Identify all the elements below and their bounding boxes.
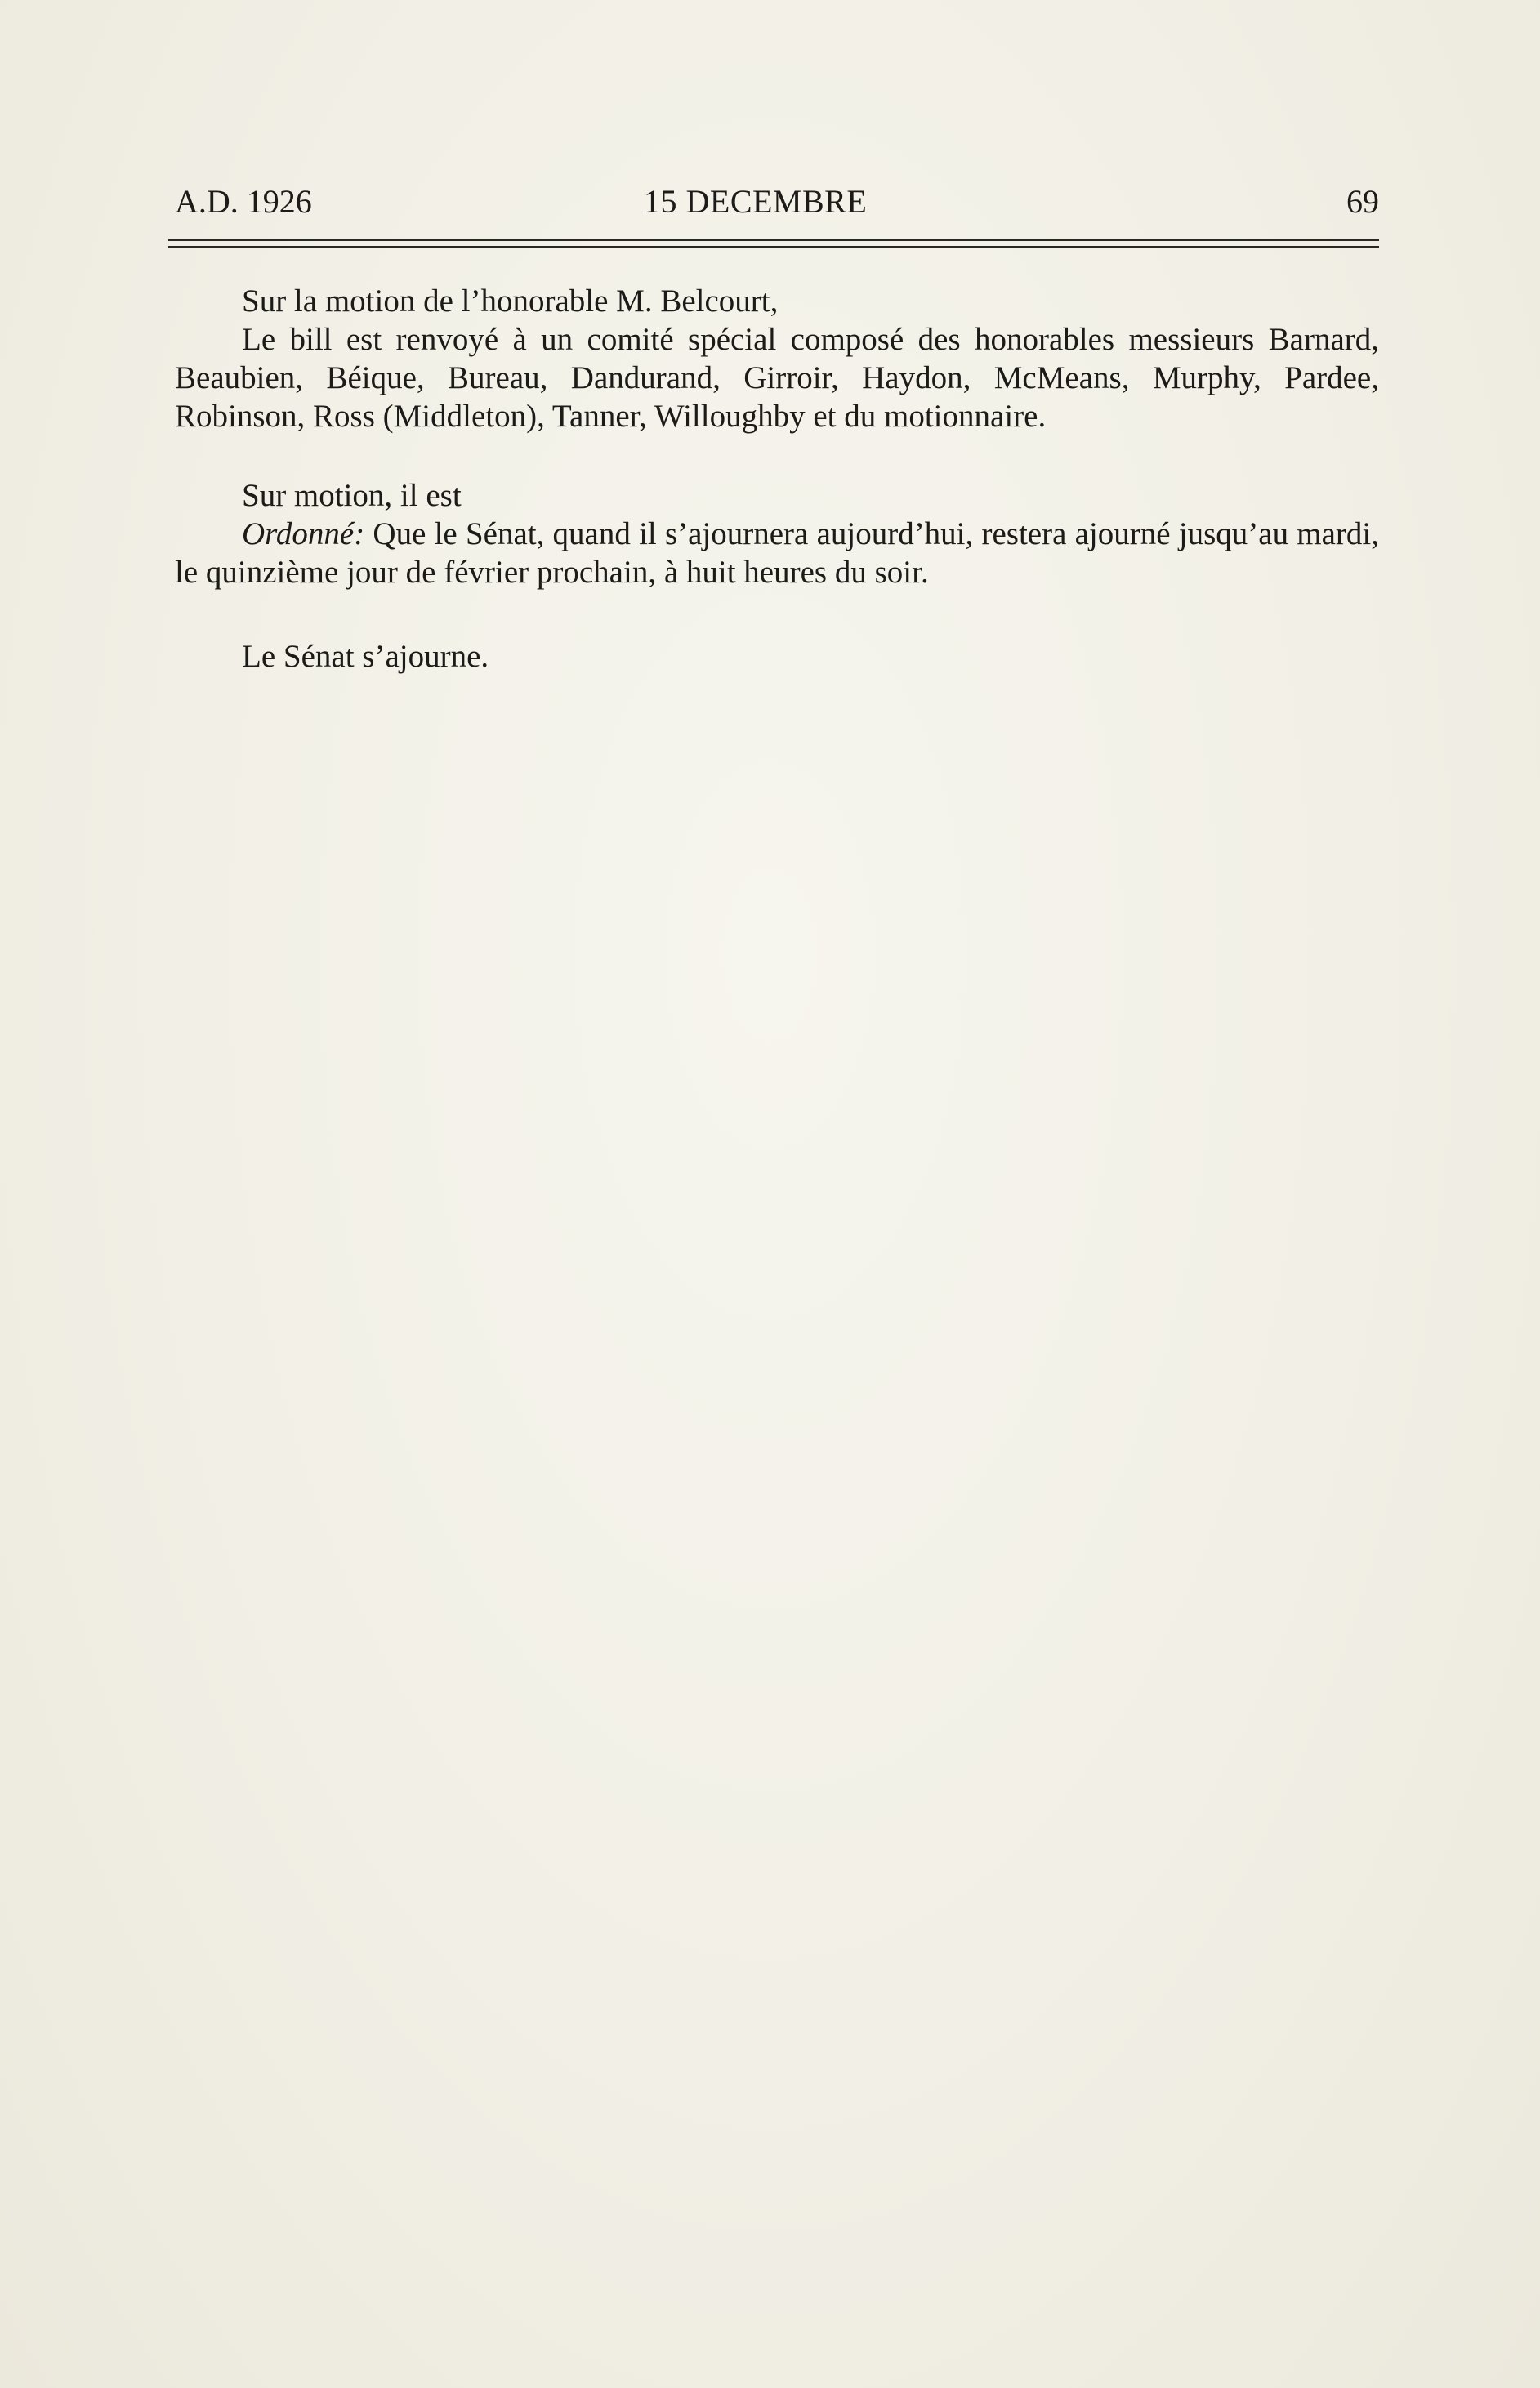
motion-paragraph: Sur la motion de l’honorable M. Belcourt,	[242, 283, 779, 319]
committee-paragraph: Le bill est renvoyé à un comité spécial composé des honorables messieurs Barnard, Beaubien, Béique, Bureau, Dandurand, Girroir, Haydon, McMeans, Murphy, Pardee, Robinson, Ross (Middleton), Tanner, Willoughby et du motionnaire.	[175, 322, 1379, 434]
order-paragraph	[175, 515, 1379, 591]
body-text	[175, 282, 1379, 676]
page-number: 69	[1346, 183, 1379, 220]
motion-intro-paragraph: Sur motion, il est	[242, 478, 462, 513]
order-label: Ordonné:	[242, 516, 365, 551]
running-head	[175, 181, 1379, 222]
header-year: A.D. 1926	[175, 183, 312, 220]
header-rule-bottom	[168, 246, 1379, 248]
header-date: 15 DECEMBRE	[644, 183, 868, 220]
header-rule-top	[168, 239, 1379, 241]
order-text: Que le Sénat, quand il s’ajournera aujourd’hui, restera ajourné jusqu’au mardi, le quinzième jour de février prochain, à huit heures du soir.	[175, 516, 1379, 590]
adjournment-paragraph: Le Sénat s’ajourne.	[242, 639, 489, 674]
